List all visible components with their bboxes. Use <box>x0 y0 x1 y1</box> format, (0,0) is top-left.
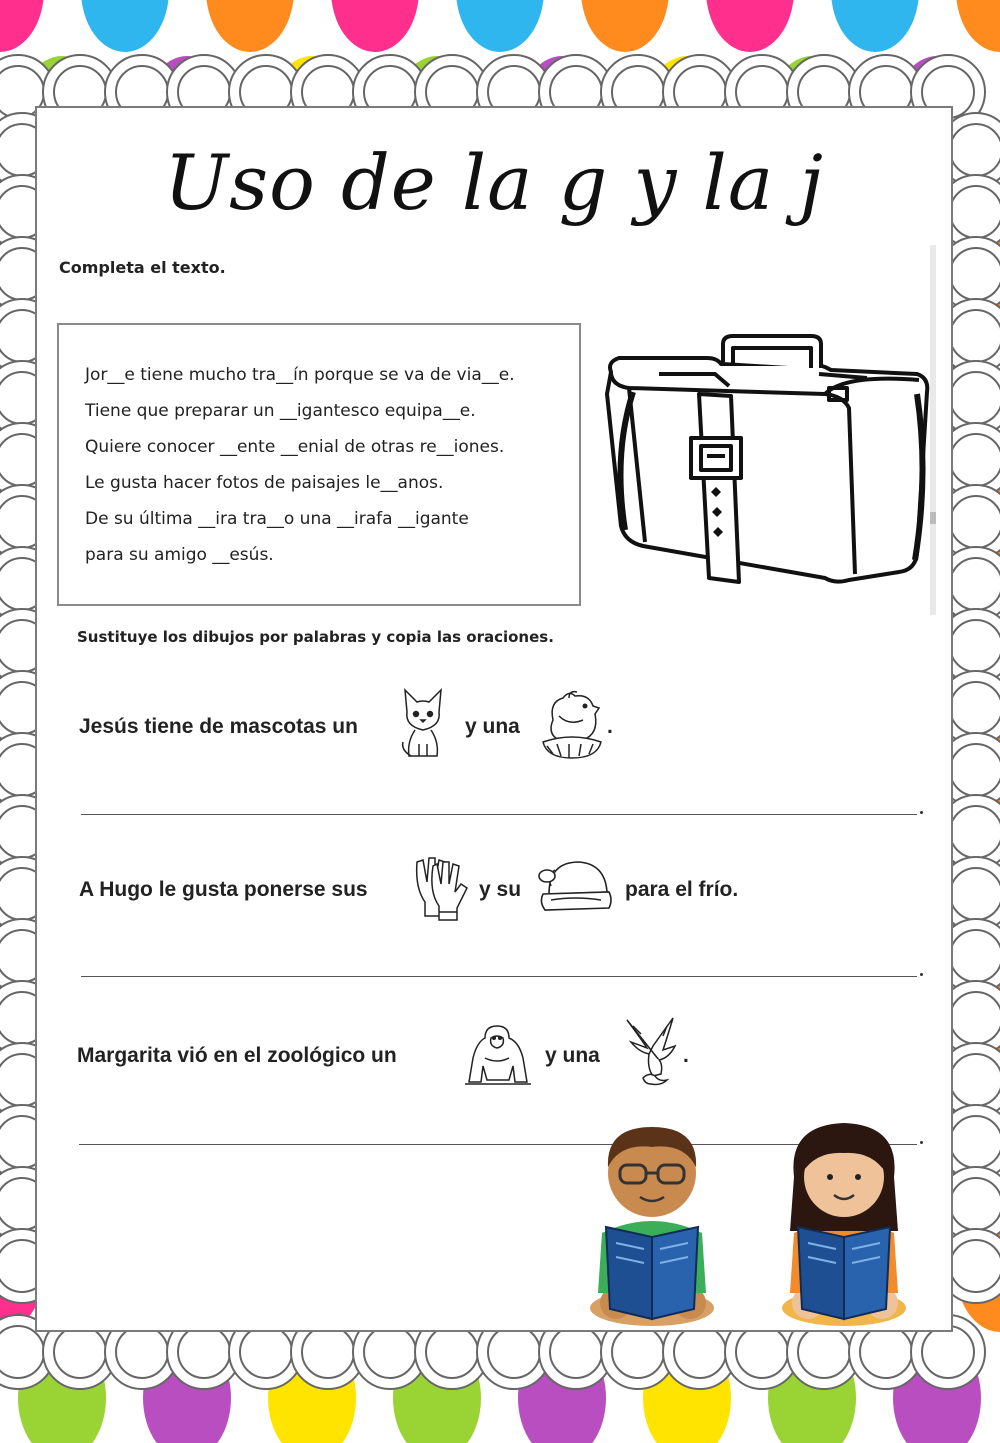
frame-scallop-inner <box>550 1326 602 1378</box>
frame-dot <box>706 0 794 52</box>
sentence-2-part-2: y su <box>479 878 522 901</box>
sentence-row-3 <box>77 1016 937 1096</box>
frame-scallop-inner <box>54 1326 106 1378</box>
kitten-icon <box>397 684 449 762</box>
frame-scallop-inner <box>950 124 1000 176</box>
frame-dot <box>831 0 919 52</box>
answer-line-2[interactable] <box>81 976 917 977</box>
text-line: Quiere conocer __ente __enial de otras re__iones. <box>85 437 505 457</box>
frame-scallop-inner <box>364 1326 416 1378</box>
instruction-replace-drawings: Sustituye los dibujos por palabras y copia las oraciones. <box>77 628 554 646</box>
sentence-row-2 <box>77 850 937 930</box>
suitcase-icon <box>599 334 931 596</box>
answer-line-end-dot <box>920 973 923 976</box>
frame-scallop-inner <box>178 1326 230 1378</box>
frame-scallop-inner <box>950 806 1000 858</box>
hat-icon <box>535 856 613 916</box>
hen-icon <box>539 686 605 762</box>
frame-scallop-inner <box>950 930 1000 982</box>
page-title: Uso de la g y la j <box>164 138 824 227</box>
frame-scallop-inner <box>950 620 1000 672</box>
reading-kids-illustration <box>572 1113 932 1328</box>
sentence-2-part-1: A Hugo le gusta ponerse sus <box>79 878 368 901</box>
sentence-3-part-1: Margarita vió en el zoológico un <box>77 1044 397 1067</box>
eagle-icon <box>623 1016 681 1086</box>
frame-scallop-inner <box>950 992 1000 1044</box>
frame-scallop-inner <box>950 1240 1000 1292</box>
frame-scallop-inner <box>950 310 1000 362</box>
gorilla-icon <box>463 1024 533 1086</box>
sentence-row-1 <box>77 684 937 764</box>
frame-scallop-inner <box>612 1326 664 1378</box>
frame-scallop-inner <box>950 1054 1000 1106</box>
frame-scallop-inner <box>950 248 1000 300</box>
answer-line-1[interactable] <box>81 814 917 815</box>
girl-reading-icon <box>782 1123 906 1326</box>
sentence-1-part-1: Jesús tiene de mascotas un <box>79 715 358 738</box>
frame-scallop-inner <box>950 558 1000 610</box>
text-line: Tiene que preparar un __igantesco equipa__e. <box>85 401 476 421</box>
frame-dot <box>81 0 169 52</box>
frame-scallop-inner <box>674 1326 726 1378</box>
frame-scallop-inner <box>302 1326 354 1378</box>
frame-dot <box>956 0 1000 52</box>
scrollbar-track[interactable] <box>930 245 936 615</box>
frame-dot <box>456 0 544 52</box>
frame-scallop-inner <box>950 372 1000 424</box>
sentence-1-part-2: y una <box>465 715 520 738</box>
sentence-2-part-3: para el frío. <box>625 878 739 901</box>
fill-in-text-box <box>57 323 581 606</box>
frame-dot <box>0 0 44 52</box>
gloves-icon <box>407 852 471 924</box>
frame-scallop-inner <box>950 744 1000 796</box>
text-line: De su última __ira tra__o una __irafa __igante <box>85 509 469 529</box>
frame-dot <box>206 0 294 52</box>
sentence-3-part-2: y una <box>545 1044 600 1067</box>
frame-scallop-inner <box>488 1326 540 1378</box>
text-line: Jor__e tiene mucho tra__ín porque se va de via__e. <box>85 365 515 385</box>
frame-scallop-inner <box>950 434 1000 486</box>
frame-scallop-inner <box>950 496 1000 548</box>
instruction-complete-text: Completa el texto. <box>59 258 226 277</box>
frame-dot <box>331 0 419 52</box>
frame-scallop-inner <box>116 1326 168 1378</box>
frame-scallop-inner <box>240 1326 292 1378</box>
frame-scallop-inner <box>950 868 1000 920</box>
text-line: para su amigo __esús. <box>85 545 274 565</box>
frame-scallop-inner <box>950 1178 1000 1230</box>
worksheet <box>35 106 953 1332</box>
sentence-1-part-3: . <box>607 715 613 738</box>
frame-scallop-inner <box>950 1116 1000 1168</box>
frame-scallop-inner <box>0 1326 44 1378</box>
scrollbar-thumb[interactable] <box>930 512 936 524</box>
frame-scallop-inner <box>922 1326 974 1378</box>
boy-reading-icon <box>590 1127 714 1326</box>
frame-scallop-inner <box>950 682 1000 734</box>
answer-line-end-dot <box>920 811 923 814</box>
frame-dot <box>581 0 669 52</box>
text-line: Le gusta hacer fotos de paisajes le__anos. <box>85 473 444 493</box>
frame-scallop-inner <box>426 1326 478 1378</box>
frame-scallop-inner <box>736 1326 788 1378</box>
frame-scallop-inner <box>950 186 1000 238</box>
frame-scallop-inner <box>860 1326 912 1378</box>
sentence-3-part-3: . <box>683 1044 689 1067</box>
frame-scallop-inner <box>798 1326 850 1378</box>
